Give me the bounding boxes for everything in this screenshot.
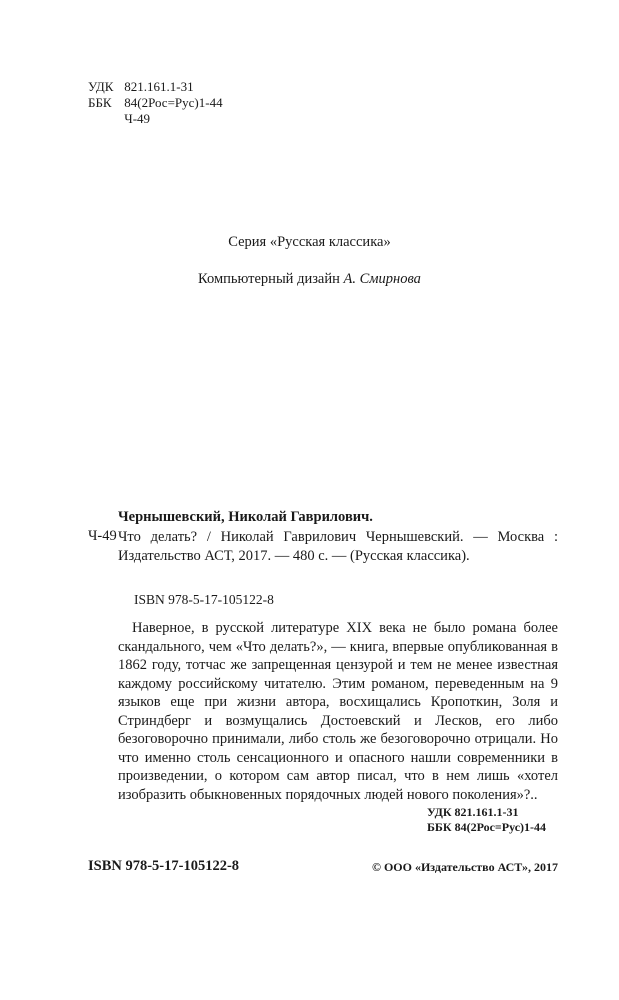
bbk-value: 84(2Рос=Рус)1-44: [124, 95, 223, 110]
bbk-label: ББК: [88, 95, 112, 110]
footer-copyright: © ООО «Издательство АСТ», 2017: [371, 860, 558, 874]
bibliographic-record: Что делать? / Николай Гаврилович Чернышевский. — Москва : Издательство АСТ, 2017. — 480 с. — (Русская классика).: [118, 529, 558, 564]
design-label: Компьютерный дизайн: [198, 271, 340, 287]
author-mark-row: [88, 111, 223, 127]
footer-isbn: ISBN 978-5-17-105122-8: [88, 858, 240, 874]
catalog-author-heading: Чернышевский, Николай Гаврилович.: [118, 509, 373, 525]
classification-codes: [427, 805, 546, 835]
author-mark: Ч-49: [124, 111, 151, 126]
bbk-row: [88, 95, 223, 111]
udk-value: 821.161.1-31: [124, 79, 194, 94]
design-credit: [0, 271, 619, 288]
catalog-isbn: ISBN 978-5-17-105122-8: [134, 592, 274, 607]
classification-udk: УДК 821.161.1-31: [427, 805, 519, 819]
annotation-text: Наверное, в русской литературе XIX века не было романа более скандального, чем «Что делать?», — книга, впервые опубликованная в 1862 году, тотчас же запрещенная цензурой и тем не менее известная каждому российскому читателю. Этим романом, переведенным на 9 языков еще при жизни автора, восхищались Кропоткин, Золя и Стриндберг и возмущались Достоевский и Лесков, его либо безоговорочно принимали, либо столь же безоговорочно отрицали. Но что именно столь сенсационного и опасного нашли современники в произведении, о котором сам автор писал, что в нем лишь «хотел изобразить обыкновенных порядочных людей нового поколения»?..: [118, 620, 558, 803]
catalog-author-mark: Ч-49: [88, 528, 117, 544]
classification-bbk: ББК 84(2Рос=Рус)1-44: [427, 820, 547, 834]
designer-name: А. Смирнова: [343, 271, 421, 287]
udk-row: [88, 79, 223, 95]
udk-label: УДК: [88, 79, 114, 94]
header-codes: [88, 79, 223, 127]
annotation: [118, 619, 558, 804]
series-title: Серия «Русская классика»: [228, 234, 391, 250]
